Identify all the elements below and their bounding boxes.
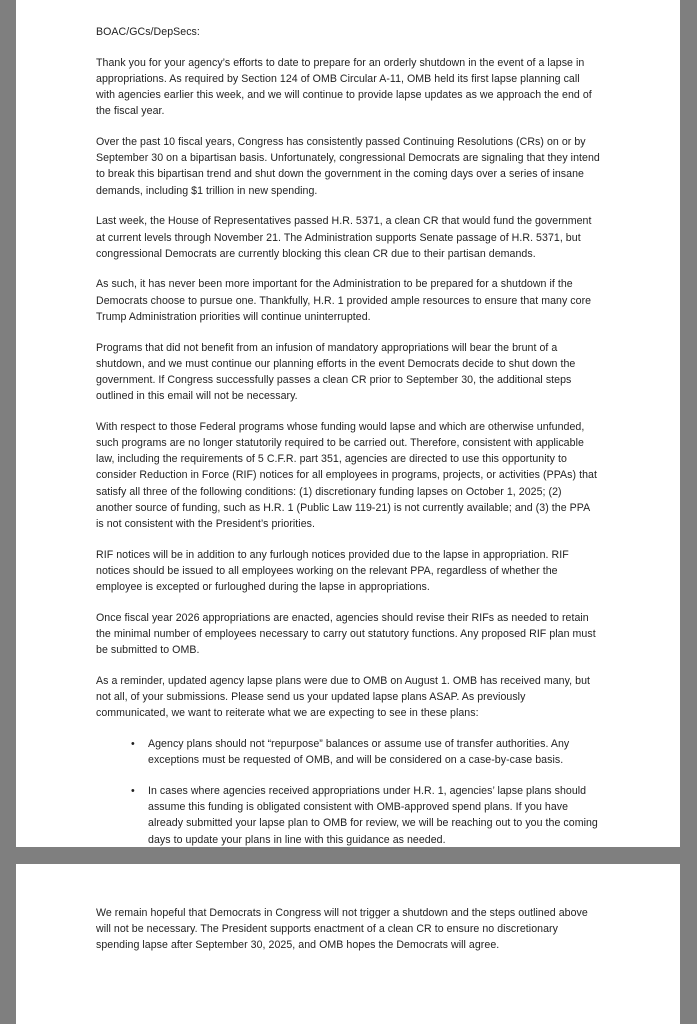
paragraph-hr5371: Last week, the House of Representatives passed H.R. 5371, a clean CR that would fund the government at current levels through November 21. The Administration supports Senate passage of H.R. 5371, but congressional Democrats are currently blocking this clean CR due to their partisan demands. bbox=[96, 215, 592, 260]
salutation: BOAC/GCs/DepSecs: bbox=[96, 26, 200, 38]
paragraph-rif-directive: With respect to those Federal programs whose funding would lapse and which are otherwise unfunded, such programs are no longer statutorily required to be carried out. Therefore, consistent with applicable law, including the requirements of 5 C.F.R. part 351, agencies are directed to use this opportunity to consider Reduction in Force (RIF) notices for all employees in programs, projects, or activities (PPAs) that satisfy all three of the following conditions: (1) discretionary funding lapses on October 1, 2025; (2) another source of funding, such as H.R. 1 (Public Law 119-21) is not currently available; and (3) the PPA is not consistent with the President’s priorities. bbox=[96, 420, 597, 531]
bullet-text-repurpose: Agency plans should not “repurpose” balances or assume use of transfer authorities. Any exceptions must be requested of OMB, and will be considered on a case-by-case basis. bbox=[148, 738, 570, 767]
closing-paragraph: We remain hopeful that Democrats in Congress will not trigger a shutdown and the steps outlined above will not be necessary. The President supports enactment of a clean CR to ensure no discretionary spending lapse after September 30, 2025, and OMB hopes the Democrats will agree. bbox=[96, 907, 588, 952]
bullet-text-hr1-plans: In cases where agencies received appropriations under H.R. 1, agencies’ lapse plans should assume this funding is obligated consistent with OMB-approved spend plans. If you have already submitted your lapse plan to OMB for review, we will be reaching out to you the coming days to update your plans in line with this guidance as needed. bbox=[148, 785, 598, 846]
paragraph-crs-history: Over the past 10 fiscal years, Congress has consistently passed Continuing Resolutions (CRs) on or by September 30 on a bipartisan basis. Unfortunately, congressional Democrats are signaling that they intend to break this bipartisan trend and shut down the government in the coming days over a series of insane demands, including $1 trillion in new spending. bbox=[96, 136, 600, 197]
bullet-item-repurpose bbox=[96, 736, 600, 768]
bullet-item-hr1-plans bbox=[96, 783, 600, 847]
paragraph-preparedness: As such, it has never been more important for the Administration to be prepared for a shutdown if the Democrats choose to pursue one. Thankfully, H.R. 1 provided ample resources to ensure that many core Trump Administration priorities will continue uninterrupted. bbox=[96, 278, 592, 323]
document-page-1 bbox=[16, 0, 680, 847]
paragraph-lapse-plans-reminder: As a reminder, updated agency lapse plans were due to OMB on August 1. OMB has received many, but not all, of your submissions. Please send us your updated lapse plans ASAP. As previously communicated, we want to reiterate what we are expecting to see in these plans: bbox=[96, 675, 591, 720]
paragraph-intro: Thank you for your agency’s efforts to date to prepare for an orderly shutdown in the event of a lapse in appropriations. As required by Section 124 of OMB Circular A-11, OMB held its first lapse planning call with agencies earlier this week, and we will continue to provide lapse updates as we approach the end of the fiscal year. bbox=[96, 56, 592, 118]
page-break-gap bbox=[0, 847, 697, 864]
document-page-2 bbox=[16, 864, 680, 1024]
bullet-icon: • bbox=[131, 785, 135, 798]
paragraph-rif-notices: RIF notices will be in addition to any furlough notices provided due to the lapse in appropriation. RIF notices should be issued to all employees working on the relevant PPA, regardless of whether the employee is excepted or furloughed during the lapse in appropriations. bbox=[96, 548, 569, 594]
paragraph-fy2026: Once fiscal year 2026 appropriations are enacted, agencies should revise their RIFs as needed to retain the minimal number of employees necessary to carry out statutory functions. Any proposed RIF plan must be submitted to OMB. bbox=[96, 611, 596, 657]
paragraph-programs-brunt: Programs that did not benefit from an infusion of mandatory appropriations will bear the brunt of a shutdown, and we must continue our planning efforts in the event Democrats decide to shut down the government. If Congress successfully passes a clean CR prior to September 30, the additional steps outlined in this email will not be necessary. bbox=[96, 341, 576, 403]
bullet-icon: • bbox=[131, 738, 135, 751]
